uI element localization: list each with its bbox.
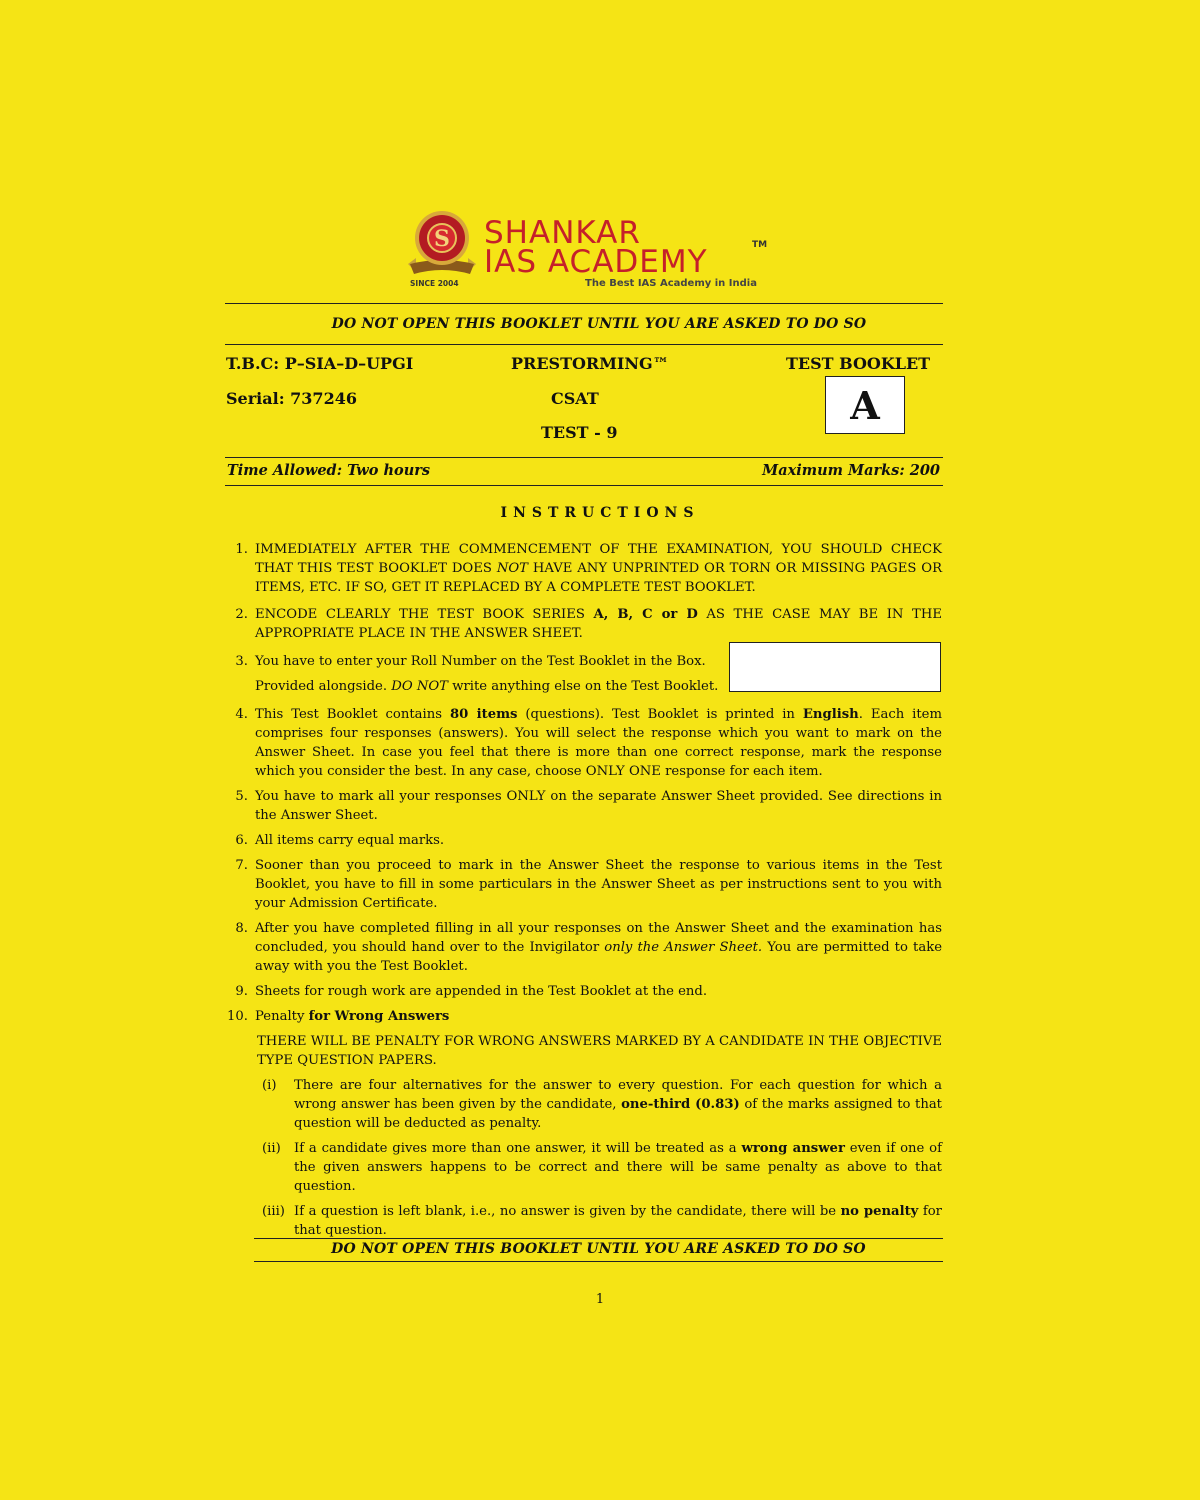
roll-number-box[interactable] [729, 642, 941, 692]
divider [254, 1238, 943, 1239]
svg-text:S: S [434, 226, 450, 252]
instruction-item: 3. You have to enter your Roll Number on the Test Booklet in the Box. Provided alongside. DO NOT write anything else on the Test Booklet. [235, 654, 719, 694]
instruction-item: 2. ENCODE CLEARLY THE TEST BOOK SERIES A, B, C or D AS THE CASE MAY BE IN THE APPROPRIATE PLACE IN THE ANSWER SHEET. [235, 607, 942, 641]
booklet-series-box: A [825, 376, 905, 434]
since-label: SINCE 2004 [410, 279, 459, 288]
trademark-mark: TM [752, 240, 768, 250]
instruction-item: 6. All items carry equal marks. [235, 833, 445, 848]
serial-number: Serial: 737246 [226, 389, 357, 408]
booklet-label: TEST BOOKLET [786, 354, 931, 373]
top-warning-banner: DO NOT OPEN THIS BOOKLET UNTIL YOU ARE ASKED TO DO SO [331, 316, 867, 332]
tbc-code: T.B.C: P–SIA–D–UPGI [226, 354, 414, 373]
instruction-item: 4. This Test Booklet contains 80 items (questions). Test Booklet is printed in English. Each item comprises four responses (answers). You will select the response which you want to mark on the Answer Sheet. In case you feel that there is more than one correct response, mark the response which you consider the best. In any case, choose ONLY ONE response for each item. [235, 707, 942, 779]
penalty-rule: (iii) If a question is left blank, i.e., no answer is given by the candidate, there will be no penalty for that question. [262, 1204, 942, 1238]
brand-line-2: IAS ACADEMY [484, 244, 708, 280]
divider [225, 457, 943, 458]
academy-logo [402, 208, 772, 294]
maximum-marks: Maximum Marks: 200 [762, 462, 940, 479]
divider [225, 303, 943, 304]
tagline: The Best IAS Academy in India [585, 278, 757, 289]
penalty-rule: (ii) If a candidate gives more than one answer, it will be treated as a wrong answer even if one of the given answers happens to be correct and there will be same penalty as above to that question. [262, 1141, 943, 1194]
instruction-item: 5. You have to mark all your responses ONLY on the separate Answer Sheet provided. See directions in the Answer Sheet. [235, 789, 942, 823]
page-number: 1 [595, 1292, 605, 1307]
penalty-rule: (i) There are four alternatives for the answer to every question. For each question for which a wrong answer has been given by the candidate, one-third (0.83) of the marks assigned to that question will be deducted as penalty. [262, 1078, 942, 1131]
test-number: TEST - 9 [541, 423, 618, 442]
instruction-item: 7. Sooner than you proceed to mark in the Answer Sheet the response to various items in the Test Booklet, you have to fill in some particulars in the Answer Sheet as per instructions sent to you with your Admission Certificate. [235, 858, 942, 911]
subject-name: CSAT [551, 389, 599, 408]
time-allowed: Time Allowed: Two hours [227, 462, 431, 479]
penalty-paragraph: THERE WILL BE PENALTY FOR WRONG ANSWERS MARKED BY A CANDIDATE IN THE OBJECTIVE TYPE QUESTION PAPERS. [257, 1034, 942, 1068]
divider [225, 485, 943, 486]
instructions-heading: INSTRUCTIONS [500, 505, 700, 521]
program-name: PRESTORMING™ [511, 354, 669, 373]
divider [225, 344, 943, 345]
divider [254, 1261, 943, 1262]
instruction-item: 8. After you have completed filling in all your responses on the Answer Sheet and the examination has concluded, you should hand over to the Invigilator only the Answer Sheet. You are permitted to take away with you the Test Booklet. [235, 921, 942, 974]
instruction-item: 1. IMMEDIATELY AFTER THE COMMENCEMENT OF THE EXAMINATION, YOU SHOULD CHECK THAT THIS TEST BOOKLET DOES NOT HAVE ANY UNPRINTED OR TORN OR MISSING PAGES OR ITEMS, ETC. IF SO, GET IT REPLACED BY A COMPLETE TEST BOOKLET. [235, 542, 943, 595]
instruction-item: 9. Sheets for rough work are appended in the Test Booklet at the end. [235, 984, 708, 999]
bottom-warning-banner: DO NOT OPEN THIS BOOKLET UNTIL YOU ARE ASKED TO DO SO [331, 1241, 866, 1257]
brand-line-1: SHANKAR [484, 215, 641, 251]
instruction-item: 10. Penalty for Wrong Answers [227, 1009, 450, 1024]
